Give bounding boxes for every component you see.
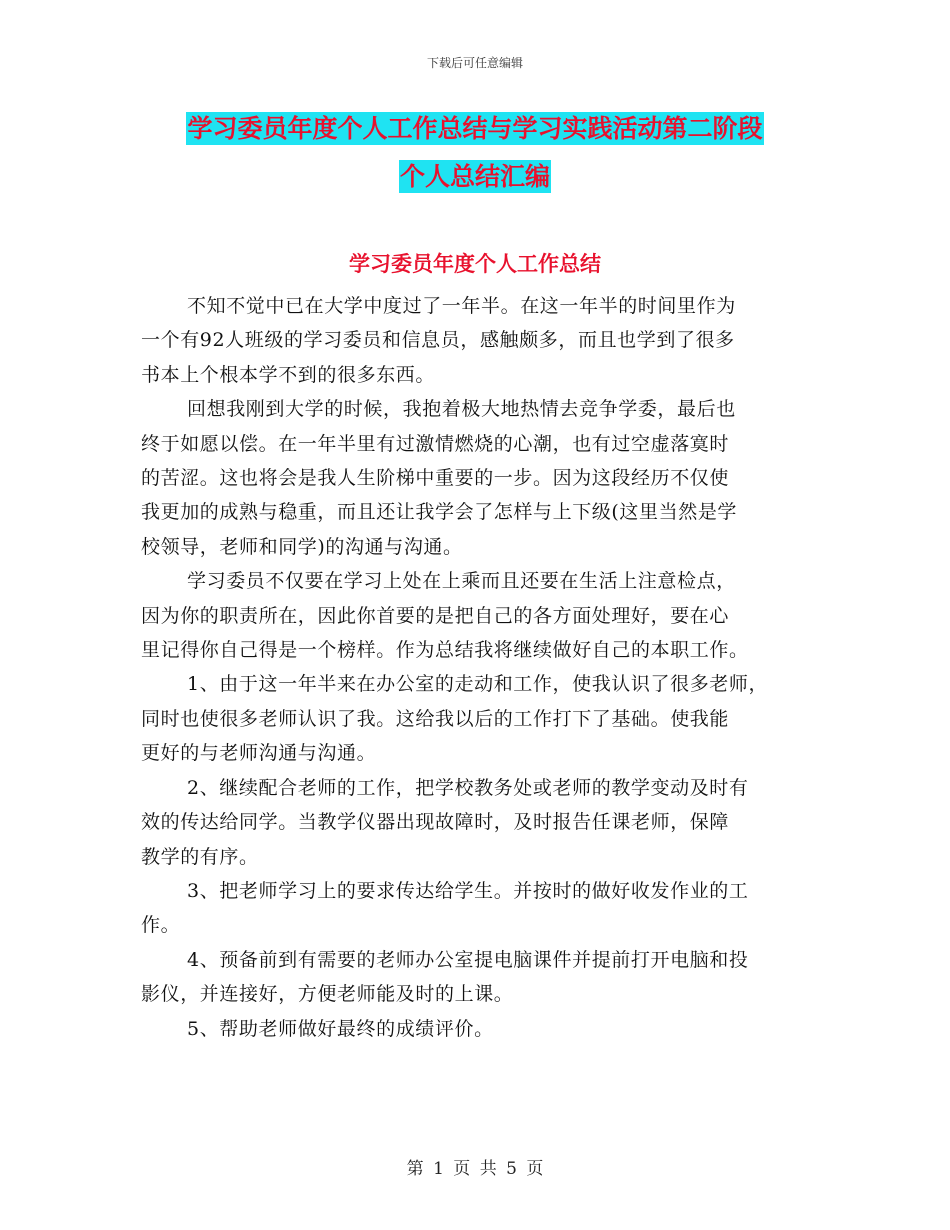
paragraph-line: 影仪，并连接好，方便老师能及时的上课。 — [141, 983, 514, 1006]
paragraph-line: 效的传达给同学。当教学仪器出现故障时，及时报告任课老师，保障 — [141, 811, 730, 834]
paragraph-line: 我更加的成熟与稳重，而且还让我学会了怎样与上下级(这里当然是学 — [141, 501, 738, 524]
title-highlight-1: 学习委员年度个人工作总结与学习实践活动第二阶段 — [187, 114, 763, 143]
paragraph-8 — [141, 1012, 809, 1046]
paragraph-line: 里记得你自己得是一个榜样。作为总结我将继续做好自己的本职工作。 — [141, 639, 749, 662]
document-body — [141, 289, 809, 1046]
page-footer: 第 1 页 共 5 页 — [406, 1159, 544, 1179]
paragraph-line: 3、把老师学习上的要求传达给学生。并按时的做好收发作业的工 — [187, 879, 749, 902]
header-note: 下载后可任意编辑 — [426, 56, 523, 70]
title-highlight-2: 个人总结汇编 — [399, 162, 550, 191]
paragraph-line: 不知不觉中已在大学中度过了一年半。在这一年半的时间里作为 — [187, 295, 736, 317]
paragraph-1 — [141, 289, 809, 392]
document-title-line-2 — [0, 156, 950, 198]
paragraph-4 — [141, 667, 809, 770]
paragraph-line: 终于如愿以偿。在一年半里有过激情燃烧的心潮，也有过空虚落寞时 — [141, 432, 730, 455]
paragraph-line: 一个有92人班级的学习委员和信息员，感触颇多，而且也学到了很多 — [141, 329, 735, 352]
section-title: 学习委员年度个人工作总结 — [349, 252, 601, 276]
document-title-line-1 — [0, 108, 950, 150]
paragraph-5 — [141, 771, 809, 874]
paragraph-line: 校领导，老师和同学)的沟通与沟通。 — [141, 535, 463, 558]
paragraph-line: 学习委员不仅要在学习上处在上乘而且还要在生活上注意检点， — [187, 570, 736, 593]
paragraph-3 — [141, 564, 809, 667]
paragraph-2 — [141, 392, 809, 564]
paragraph-line: 2、继续配合老师的工作，把学校教务处或老师的教学变动及时有 — [187, 776, 749, 799]
paragraph-line: 5、帮助老师做好最终的成绩评价。 — [187, 1017, 494, 1040]
paragraph-line: 书本上个根本学不到的很多东西。 — [141, 363, 436, 386]
paragraph-6 — [141, 874, 809, 943]
paragraph-line: 作。 — [141, 914, 181, 937]
paragraph-line: 回想我刚到大学的时候，我抱着极大地热情去竞争学委，最后也 — [187, 398, 736, 421]
paragraph-line: 更好的与老师沟通与沟通。 — [141, 742, 377, 765]
paragraph-line: 教学的有序。 — [141, 845, 259, 868]
document-title — [0, 108, 950, 198]
paragraph-line: 4、预备前到有需要的老师办公室提电脑课件并提前打开电脑和投 — [187, 948, 749, 971]
paragraph-line: 的苦涩。这也将会是我人生阶梯中重要的一步。因为这段经历不仅使 — [141, 467, 730, 490]
paragraph-line: 同时也使很多老师认识了我。这给我以后的工作打下了基础。使我能 — [141, 707, 730, 730]
paragraph-7 — [141, 943, 809, 1012]
paragraph-line: 因为你的职责所在，因此你首要的是把自己的各方面处理好，要在心 — [141, 604, 730, 627]
paragraph-line: 1、由于这一年半来在办公室的走动和工作，使我认识了很多老师， — [187, 673, 769, 696]
